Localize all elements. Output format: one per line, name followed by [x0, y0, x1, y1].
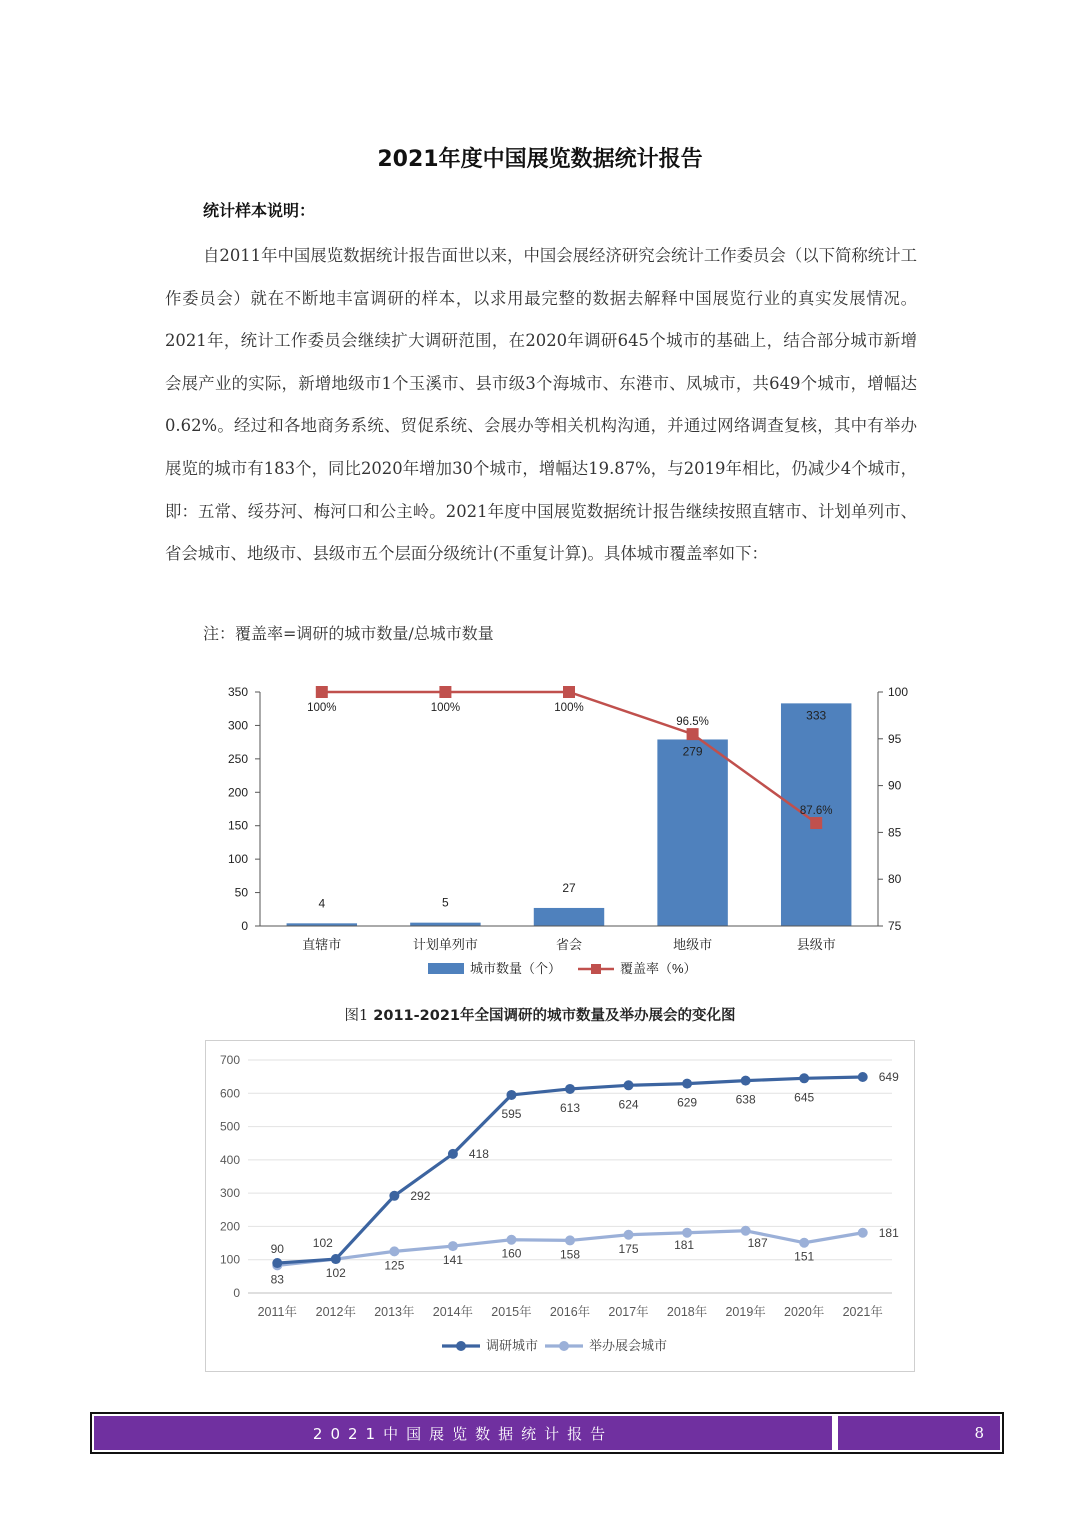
x-tick-label: 省会 — [555, 937, 583, 952]
coverage-marker — [563, 686, 575, 698]
x-tick-label: 2016年 — [549, 1305, 591, 1319]
x-tick-label: 2013年 — [374, 1305, 415, 1319]
y-tick-label: 500 — [219, 1119, 240, 1134]
section-heading: 统计样本说明： — [203, 201, 316, 220]
legend-label-exhibition: 举办展会城市 — [589, 1338, 668, 1353]
page-footer — [90, 1412, 1004, 1454]
exhibition-cities-label: 102 — [325, 1266, 346, 1281]
y-tick-label: 250 — [227, 751, 248, 766]
coverage-note: 注：覆盖率=调研的城市数量/总城市数量 — [203, 624, 494, 643]
x-tick-label: 地级市 — [673, 937, 713, 952]
exhibition-cities-label: 83 — [270, 1272, 284, 1287]
coverage-chart-svg — [200, 670, 920, 990]
surveyed-cities-point — [389, 1191, 399, 1201]
y2-tick-label: 75 — [888, 919, 902, 933]
y-tick-label: 300 — [219, 1186, 240, 1201]
surveyed-cities-label: 90 — [270, 1242, 284, 1257]
exhibition-cities-point — [858, 1228, 868, 1238]
exhibition-cities-label: 181 — [674, 1237, 695, 1252]
coverage-label: 100% — [430, 702, 461, 714]
coverage-label: 100% — [554, 702, 584, 714]
exhibition-cities-point — [565, 1235, 575, 1245]
y-tick-label: 300 — [227, 718, 248, 733]
exhibition-cities-label: 175 — [618, 1241, 639, 1256]
surveyed-cities-point — [799, 1073, 809, 1083]
exhibition-cities-label: 125 — [384, 1258, 405, 1273]
surveyed-cities-point — [624, 1080, 634, 1090]
legend-line-marker — [591, 964, 601, 974]
page-title: 2021年度中国展览数据统计报告 — [377, 147, 703, 172]
surveyed-cities-label: 638 — [735, 1092, 756, 1107]
legend-marker-exhibition — [559, 1341, 569, 1351]
legend-line-label: 覆盖率（%） — [620, 961, 697, 976]
x-tick-label: 2021年 — [842, 1305, 883, 1319]
x-tick-label: 2018年 — [666, 1305, 708, 1319]
surveyed-cities-label: 645 — [794, 1090, 815, 1105]
exhibition-cities-label: 141 — [442, 1253, 463, 1268]
x-tick-label: 2019年 — [725, 1305, 766, 1319]
coverage-marker — [316, 686, 328, 698]
y-tick-label: 350 — [227, 685, 248, 699]
figure-label: 图1 — [344, 1008, 369, 1024]
coverage-label: 87.6% — [799, 805, 833, 818]
surveyed-cities-label: 102 — [312, 1236, 333, 1251]
surveyed-cities-label: 292 — [410, 1188, 431, 1203]
exhibition-cities-point — [741, 1226, 751, 1236]
coverage-label: 96.5% — [676, 716, 709, 729]
coverage-label: 100% — [307, 702, 337, 714]
exhibition-cities-point — [389, 1246, 399, 1256]
legend-label-surveyed: 调研城市 — [486, 1338, 539, 1353]
coverage-marker — [687, 728, 699, 740]
y-tick-label: 0 — [233, 1286, 240, 1300]
exhibition-cities-label: 158 — [559, 1247, 581, 1262]
bar-value-label: 4 — [318, 896, 326, 911]
y-tick-label: 100 — [227, 852, 248, 867]
y2-tick-label: 100 — [888, 685, 909, 699]
footer-title: 2021中国展览数据统计报告 — [94, 1416, 835, 1450]
bar-value-label: 333 — [806, 708, 827, 723]
y2-tick-label: 95 — [888, 731, 902, 746]
coverage-marker — [439, 686, 451, 698]
x-tick-label: 2017年 — [608, 1305, 649, 1319]
figure-caption — [0, 1004, 1080, 1025]
exhibition-cities-label: 151 — [794, 1249, 815, 1264]
bar-value-label: 27 — [562, 880, 576, 895]
bar-value-label: 5 — [442, 895, 449, 910]
legend-marker-surveyed — [456, 1341, 466, 1351]
figure-caption-text: 2011-2021年全国调研的城市数量及举办展会的变化图 — [373, 1008, 736, 1024]
coverage-chart — [200, 670, 920, 990]
bar — [657, 739, 727, 926]
bar — [534, 908, 604, 926]
y2-tick-label: 85 — [888, 825, 902, 840]
x-tick-label: 2011年 — [257, 1305, 297, 1319]
x-tick-label: 2020年 — [784, 1305, 825, 1319]
surveyed-cities-point — [331, 1254, 341, 1264]
page-number: 8 — [838, 1416, 1000, 1450]
surveyed-cities-point — [565, 1084, 575, 1094]
exhibition-cities-point — [799, 1238, 809, 1248]
y-tick-label: 100 — [219, 1252, 240, 1267]
y-tick-label: 400 — [219, 1152, 240, 1167]
y-tick-label: 700 — [219, 1053, 240, 1067]
city-trend-chart-svg — [206, 1041, 914, 1371]
exhibition-cities-point — [682, 1228, 692, 1238]
surveyed-cities-label: 595 — [501, 1106, 522, 1121]
y-tick-label: 600 — [219, 1086, 240, 1101]
surveyed-cities-point — [506, 1090, 516, 1100]
legend-bar-swatch — [428, 963, 464, 974]
y-tick-label: 200 — [219, 1219, 240, 1234]
y-tick-label: 0 — [241, 919, 248, 933]
exhibition-cities-point — [506, 1235, 516, 1245]
y2-tick-label: 90 — [888, 778, 902, 793]
surveyed-cities-label: 649 — [878, 1069, 899, 1084]
intro-paragraph: 自2011年中国展览数据统计报告面世以来，中国会展经济研究会统计工作委员会（以下简称统计工作委员会）就在不断地丰富调研的样本，以求用最完整的数据去解释中国展览行业的真实发展情况。2021年，统计工作委员会继续扩大调研范围，在2020年调研645个城市的基础上，结合部分城市新增会展产业的实际，新增地级市1个玉溪市、县市级3个海城市、东港市、凤城市，共649个城市，增幅达0.62%。经过和各地商务系统、贸促系统、会展办等相关机构沟通，并通过网络调查复核，其中有举办展览的城市有183个，同比2020年增加30个城市，增幅达19.87%，与2019年相比，仍减少4个城市，即：五常、绥芬河、梅河口和公主岭。2021年度中国展览数据统计报告继续按照直辖市、计划单列市、省会城市、地级市、县级市五个层面分级统计(不重复计算)。具体城市覆盖率如下： — [165, 246, 917, 564]
surveyed-cities-label: 629 — [677, 1095, 698, 1110]
surveyed-cities-label: 624 — [618, 1097, 639, 1112]
y-tick-label: 200 — [227, 785, 248, 800]
x-tick-label: 2014年 — [432, 1305, 474, 1319]
exhibition-cities-point — [624, 1230, 634, 1240]
exhibition-cities-label: 181 — [878, 1225, 899, 1240]
surveyed-cities-label: 613 — [559, 1100, 581, 1115]
surveyed-cities-point — [272, 1258, 282, 1268]
exhibition-cities-label: 160 — [501, 1246, 522, 1261]
y-tick-label: 150 — [227, 818, 248, 833]
x-tick-label: 直辖市 — [302, 937, 342, 952]
x-tick-label: 2015年 — [491, 1305, 532, 1319]
y-tick-label: 50 — [234, 885, 248, 900]
surveyed-cities-point — [741, 1076, 751, 1086]
x-tick-label: 计划单列市 — [412, 937, 478, 952]
exhibition-cities-label: 187 — [747, 1235, 768, 1250]
y2-tick-label: 80 — [888, 872, 902, 887]
x-tick-label: 县级市 — [796, 937, 836, 952]
surveyed-cities-point — [448, 1149, 458, 1159]
x-tick-label: 2012年 — [315, 1305, 356, 1319]
bar — [410, 923, 480, 926]
surveyed-cities-label: 418 — [468, 1146, 489, 1161]
city-trend-chart — [205, 1040, 915, 1372]
legend-bar-label: 城市数量（个） — [470, 961, 562, 976]
exhibition-cities-point — [448, 1241, 458, 1251]
bar-value-label: 279 — [682, 744, 703, 759]
surveyed-cities-point — [858, 1072, 868, 1082]
surveyed-cities-point — [682, 1079, 692, 1089]
coverage-marker — [810, 817, 822, 829]
